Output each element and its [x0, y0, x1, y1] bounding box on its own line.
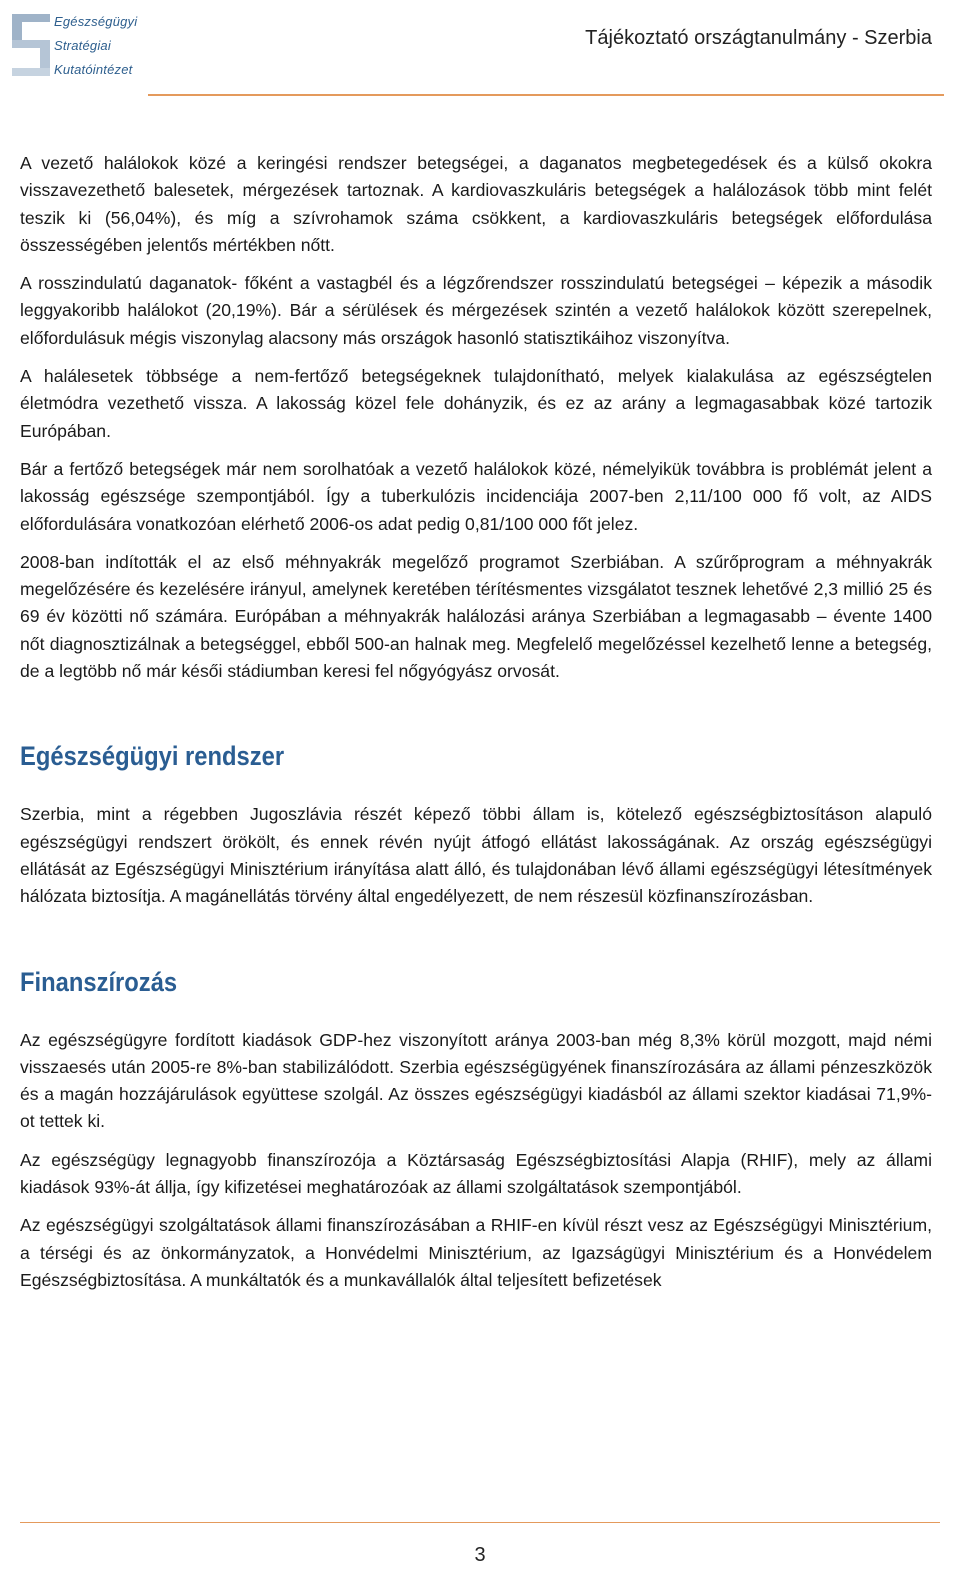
section-paragraph: Az egészségügyi szolgáltatások állami finanszírozásában a RHIF-en kívül részt vesz az Egészségügyi Minisztérium, a térségi és az önkormányzatok, a Honvédelmi Minisztérium, az Igazságügyi Minisztérium és a Honvédelem Egészségbiztosítása. A munkáltatók és a munkavállalók által teljesített befizetések [20, 1215, 932, 1290]
header-divider [148, 94, 944, 96]
section-paragraph: Az egészségügyre fordított kiadások GDP-hez viszonyított aránya 2003-ban még 8,3% körül mozgott, majd némi visszaesés után 2005-re 8%-ban stabilizálódott. Szerbia egészségügyének finanszírozására az állami pénzeszközök és a magán hozzájárulások együttese szolgál. Az összes egészségügyi kiadásból az állami szektor kiadásai 71,9%-ot tettek ki. [20, 1029, 932, 1132]
section-paragraph: Az egészségügy legnagyobb finanszírozója a Köztársaság Egészségbiztosítási Alapja (RHIF), mely az állami kiadások 93%-át állja, így kifizetései meghatározóak az állami szolgáltatások szempontjából. [20, 1149, 932, 1198]
intro-paragraph: 2008-ban indították el az első méhnyakrák megelőző programot Szerbiában. A szűrőprogram a méhnyakrák megelőzésére és kezelésére irányul, amelynek keretében térítésmentes vizsgálatot tesznek lehetővé 2,3 millió 25 és 69 év közötti nő számára. Európában a méhnyakrák halálozási aránya Szerbiában a legmagasabb – évente 1400 nőt diagnosztizálnak a betegséggel, ebből 500-an halnak meg. Megfelelő megelőzéssel kezelhető lenne a betegség, de a legtöbb nő már késői stádiumban keresi fel nőgyógyász orvosát. [20, 551, 932, 682]
section-heading-financing: Finanszírozás [20, 966, 178, 997]
page-content [20, 150, 932, 1305]
section-heading-health-system: Egészségügyi rendszer [20, 741, 285, 772]
logo-line-3: Kutatóintézet [54, 62, 133, 77]
page-header [0, 0, 960, 100]
logo-s-mark-icon [8, 10, 54, 82]
intro-paragraph: Bár a fertőző betegségek már nem sorolhatóak a vezető halálokok közé, némelyikük továbbra is problémát jelent a lakosság egészsége szempontjából. Így a tuberkulózis incidenciája 2007-ben 2,11/100 000 fő volt, az AIDS előfordulására vonatkozóan elérhető 2006-os adat pedig 0,81/100 000 főt jelez. [20, 458, 932, 534]
institute-logo [8, 10, 148, 82]
section-paragraph: Szerbia, mint a régebben Jugoszlávia részét képező többi állam is, kötelező egészségbiztosításon alapuló egészségügyi rendszert örökölt, és ennek révén nyújt átfogó ellátást lakosságának. Az ország egészségügyi ellátását az Egészségügyi Minisztérium irányítása alatt álló, és tulajdonában lévő állami egészségügyi létesítmények hálózata biztosítja. A magánellátás törvény által engedélyezett, de nem részesül közfinanszírozásban. [20, 804, 932, 907]
logo-line-2: Stratégiai [54, 38, 111, 53]
intro-paragraph: A vezető halálokok közé a keringési rendszer betegségei, a daganatos megbetegedések és a külső okokra visszavezethető balesetek, mérgezések tartoznak. A kardiovaszkuláris betegségek a halálozások több mint felét teszik ki (56,04%), és míg a szívrohamok száma csökkent, a kardiovaszkuláris betegségek előfordulása összességében jelentős mértékben nőtt. [20, 153, 932, 255]
footer-divider [20, 1522, 940, 1523]
document-title: Tájékoztató országtanulmány - Szerbia [585, 27, 932, 49]
logo-line-1: Egészségügyi [54, 14, 138, 29]
intro-paragraph: A rosszindulatú daganatok- főként a vastagbél és a légzőrendszer rosszindulatú betegségei – képezik a második leggyakoribb halálokot (20,19%). Bár a sérülések és mérgezések szintén a vezető halálokok között szerepelnek, előfordulásuk mégis viszonylag alacsony más országok hasonló statisztikáihoz viszonyítva. [20, 273, 932, 348]
page-number: 3 [474, 1544, 486, 1566]
intro-paragraph: A halálesetek többsége a nem-fertőző betegségeknek tulajdonítható, melyek kialakulása az egészségtelen életmódra vezethető vissza. A lakosság közel fele dohányzik, és ez az arány a legmagasabbak közé tartozik Európában. [20, 366, 932, 441]
